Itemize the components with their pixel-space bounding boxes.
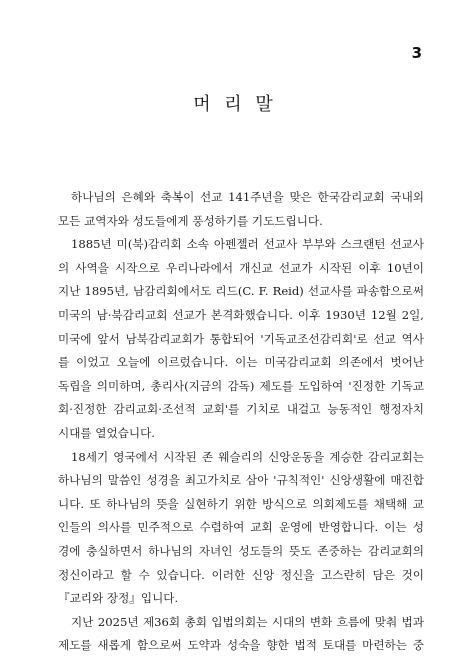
text-line: 『교리와 장정』입니다. [58,591,179,606]
body-text [58,186,424,658]
text-line: 정신이라고 할 수 있습니다. 이러한 신앙 정신을 고스란히 담은 것이 [58,567,424,582]
text-line: 를 이었고 오늘에 이르렀습니다. 이는 미국감리교회 의존에서 벗어난 [58,355,424,370]
text-line: 회·진정한 감리교회·조선적 교회'를 기치로 내걸고 능동적인 행정자치 [58,402,424,417]
text-line: 제도를 새롭게 함으로써 도약과 성숙을 향한 법적 토대를 마련하는 중 [58,638,424,653]
text-line: 지난 2025년 제36회 총회 입법의회는 시대의 변화 흐름에 맞춰 법과 [71,614,424,629]
text-line: 지난 1895년, 남감리회에서도 리드(C. F. Reid) 선교사를 파송함으로써 [58,284,424,299]
text-line: 하나님의 말씀인 성경을 최고가치로 삼아 '규칙적인' 신앙생활에 매진합 [58,473,424,488]
text-line: 시대를 열었습니다. [58,425,155,440]
page-number: 3 [411,44,422,62]
text-line: 의 사역을 시작으로 우리나라에서 개신교 선교가 시작된 이후 10년이 [58,260,424,275]
text-line: 미국의 남·북감리교회 선교가 본격화했습니다. 이후 1930년 12월 2일, [58,307,424,322]
text-line: 하나님의 은혜와 축복이 선교 141주년을 맞은 한국감리교회 국내외 [71,190,424,204]
page-title: 머 리 말 [193,94,277,115]
text-line: 경에 충실하면서 하나님의 자녀인 성도들의 뜻도 존중하는 감리교회의 [58,543,424,558]
text-line: 미국에 앞서 남북감리교회가 통합되어 '기독교조선감리회'로 선교 역사 [58,331,424,346]
text-line: 니다. 또 하나님의 뜻을 실현하기 위한 방식으로 의회제도를 채택해 교 [58,496,424,511]
text-line: 독립을 의미하며, 총리사(지금의 감독) 제도를 도입하여 '진정한 기독교 [58,378,424,393]
text-line: 18세기 영국에서 시작된 존 웨슬리의 신앙운동을 계승한 감리교회는 [71,449,424,464]
text-line: 인들의 의사를 민주적으로 수렴하여 교회 운영에 반영합니다. 이는 성 [58,520,424,535]
text-line: 모든 교역자와 성도들에게 풍성하기를 기도드립니다. [58,213,323,228]
text-line: 1885년 미(북)감리회 소속 아펜젤러 선교사 부부와 스크랜턴 선교사 [71,237,424,252]
